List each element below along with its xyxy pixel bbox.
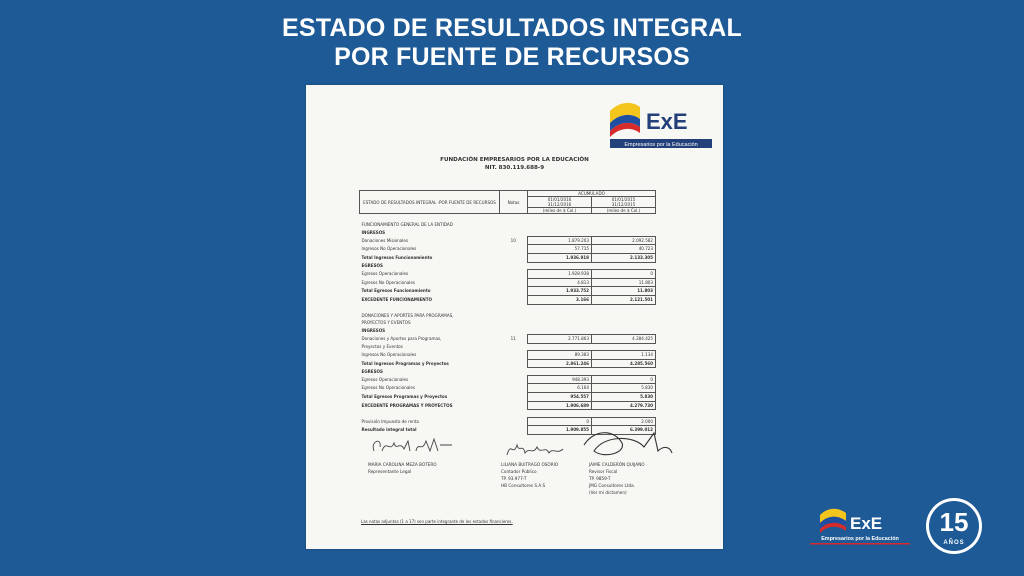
row-value-2016: 89.383 [528,351,592,360]
table-row [360,334,656,343]
row-value-2015 [592,319,656,327]
row-note [500,253,528,262]
row-note [500,351,528,360]
footnote: Las notas adjuntas (1 a 17) son parte integrante de los estados financieros. [361,519,513,524]
row-value-2015: 4.284.425 [592,334,656,343]
signer-role: Representante Legal [368,469,412,474]
row-value-2015: 5.830 [592,384,656,393]
financial-statement-document [306,85,723,549]
row-note [500,278,528,287]
row-value-2015: 11.803 [592,278,656,287]
period-2015 [592,197,656,208]
row-label: Egresos Operacionales [361,271,409,277]
slide-title [0,14,1024,72]
row-value-2016 [528,229,592,237]
badge-word: AÑOS [943,540,965,546]
row-label: Total Egresos Programas y Proyectos [361,394,448,400]
row-label: Resultado integral total [361,427,417,433]
row-note [500,262,528,270]
row-value-2016: 1.909.855 [528,426,592,435]
row-label: Total Ingresos Programas y Proyectos [361,360,449,366]
row-note [500,312,528,320]
row-value-2016 [528,221,592,229]
row-value-2016 [528,262,592,270]
org-name: FUNDACIÓN EMPRESARIOS POR LA EDUCACIÓN [440,157,589,163]
table-row [360,343,656,351]
row-value-2016 [528,304,592,312]
signature-legal-rep [368,435,458,459]
table-row [360,245,656,254]
row-note [500,327,528,335]
table-row [360,270,656,279]
header-accumulated: ACUMULADO [528,191,656,197]
row-note [500,410,528,418]
row-note: 11 [510,335,516,341]
row-label: Proyectos y Eventos [361,344,403,349]
row-label: Egresos Operacionales [361,376,409,382]
signer-accountant [501,461,558,489]
row-value-2016 [528,319,592,327]
signer-name: JAIME CALDERÓN QUIJANO [589,462,645,467]
row-value-2015 [592,368,656,376]
table-row [360,327,656,335]
row-label: Egresos No Operacionales [361,279,416,285]
row-value-2015 [592,327,656,335]
row-value-2016 [528,343,592,351]
row-value-2016: 6.164 [528,384,592,393]
signature-fiscal-reviewer [574,425,674,465]
row-label: INGRESOS [361,229,386,235]
row-label: Provisión Impuesto de renta [361,418,419,424]
signer-tp: TP. 9859-T [589,476,611,481]
exe-logo [606,97,718,152]
row-value-2016: 954.557 [528,393,592,402]
corner-logo-tagline: Empresarios por la Educación [821,536,899,542]
table-row [360,359,656,368]
table-row [360,253,656,262]
logo-tagline: Empresarios por la Educación [624,142,698,148]
corner-logo-brand: ExE [850,514,883,533]
row-value-2016: 1.936.918 [528,253,592,262]
row-value-2015: 0 [592,375,656,384]
table-row [360,262,656,270]
row-note [500,287,528,296]
table-row [360,368,656,376]
row-value-2015 [592,410,656,418]
row-value-2016: 4.813 [528,278,592,287]
row-value-2016: 1.906.689 [528,401,592,410]
unit-2015: (miles de $ Col.) [592,208,656,214]
signer-firm: HB Consultores S.A.S [501,483,546,488]
row-label [360,304,500,312]
row-label: INGRESOS [361,327,386,333]
row-note [500,359,528,368]
row-value-2016: 2.861.246 [528,359,592,368]
row-value-2015: 0 [592,270,656,279]
table-row [360,229,656,237]
table-row [360,236,656,245]
row-label: EXCEDENTE PROGRAMAS Y PROYECTOS [361,402,453,408]
table-row [360,312,656,320]
signer-legal-rep [368,461,437,475]
signer-name: MARIA CAROLINA MEZA BOTERO [368,462,437,467]
row-value-2015: 6.399.012 [592,426,656,435]
table-row [360,351,656,360]
row-value-2015 [592,343,656,351]
table-row [360,375,656,384]
period-2016 [528,197,592,208]
row-label: Donaciones Misionales [361,237,409,243]
row-note [500,245,528,254]
signer-tp: TP. 93.977-T [501,476,527,481]
income-statement-table [359,190,656,435]
income-statement-body [360,221,656,434]
table-row [360,401,656,410]
signer-extra: (Ver mi dictamen) [589,490,627,495]
row-label: DONACIONES Y APORTES PARA PROGRAMAS, [361,312,454,318]
row-value-2015: 2.092.582 [592,236,656,245]
row-label: Total Ingresos Funcionamiento [361,254,433,260]
period-2016-from: 01/01/2016 [547,197,572,202]
row-value-2015 [592,221,656,229]
anniversary-badge [925,497,983,555]
row-note [500,368,528,376]
signer-role: Contador Público [501,469,537,474]
slide-title-line-2: POR FUENTE DE RECURSOS [334,43,690,71]
row-value-2016: 0 [528,417,592,426]
table-row [360,287,656,296]
row-value-2015: 2.133.305 [592,253,656,262]
row-label [360,410,500,418]
row-value-2015: 4.279.730 [592,401,656,410]
period-2015-from: 01/01/2015 [611,197,636,202]
period-2016-to: 31/12/2016 [547,202,572,207]
header-description: ESTADO DE RESULTADOS INTEGRAL -POR FUENTE DE RECURSOS [360,191,500,214]
unit-2016: (miles de $ Col.) [528,208,592,214]
row-label: Total Egresos Funcionamiento [361,288,431,294]
row-note: 10 [510,237,516,243]
row-value-2015: 2.000 [592,417,656,426]
table-row [360,278,656,287]
row-value-2016: 1.928.938 [528,270,592,279]
row-value-2015 [592,229,656,237]
table-row [360,384,656,393]
row-note [500,229,528,237]
row-value-2015: 2.121.501 [592,295,656,304]
row-label: Ingresos No Operacionales [361,246,417,252]
row-value-2016: 2.771.863 [528,334,592,343]
row-label: EGRESOS [361,263,383,269]
row-label: Ingresos No Operacionales [361,352,417,358]
header-notes: Notas [500,191,528,214]
row-value-2016 [528,327,592,335]
row-value-2016 [528,368,592,376]
row-value-2015: 11.803 [592,287,656,296]
row-value-2015 [592,304,656,312]
row-label: EGRESOS [361,368,383,374]
row-label: EXCEDENTE FUNCIONAMIENTO [361,296,432,302]
signer-role: Revisor Fiscal [589,469,618,474]
row-note [500,384,528,393]
org-nit: NIT. 830.119.688-9 [484,165,545,171]
row-value-2016: 3.166 [528,295,592,304]
table-row [360,295,656,304]
row-value-2015: 5.830 [592,393,656,402]
row-note [500,426,528,435]
row-label: Egresos No Operacionales [361,385,416,391]
table-row [360,319,656,327]
slide-title-line-1: ESTADO DE RESULTADOS INTEGRAL [282,14,742,42]
row-note [500,417,528,426]
row-value-2016: 57.715 [528,245,592,254]
row-value-2016 [528,410,592,418]
logo-brand: ExE [646,109,688,134]
row-value-2015 [592,262,656,270]
row-value-2015: 1.134 [592,351,656,360]
row-value-2015: 4.285.560 [592,359,656,368]
row-value-2016: 1.879.203 [528,236,592,245]
row-note [500,401,528,410]
row-note [500,221,528,229]
row-note [500,375,528,384]
row-note [500,393,528,402]
signer-firm: JMG Consultores Ltda. [589,483,636,488]
signer-fiscal-reviewer [589,461,645,496]
badge-number: 15 [939,507,969,537]
row-value-2015 [592,312,656,320]
row-label: FUNCIONAMIENTO GENERAL DE LA ENTIDAD [361,222,453,228]
signer-name: LILIANA BUITRAGO OSORIO [501,462,559,467]
signature-accountant [501,437,571,461]
table-row [360,304,656,312]
table-row [360,410,656,418]
row-note [500,270,528,279]
row-label: PROYECTOS Y EVENTOS [361,320,411,326]
period-2015-to: 31/12/2015 [611,202,636,207]
row-label: Donaciones y Aportes para Programas, [361,335,442,341]
row-value-2016: 948.393 [528,375,592,384]
row-note [500,319,528,327]
table-row [360,393,656,402]
row-value-2016 [528,312,592,320]
row-value-2016: 1.933.752 [528,287,592,296]
row-value-2015: 40.723 [592,245,656,254]
row-note [500,295,528,304]
row-note [500,304,528,312]
table-row [360,221,656,229]
row-note [500,343,528,351]
exe-corner-logo [808,503,912,547]
